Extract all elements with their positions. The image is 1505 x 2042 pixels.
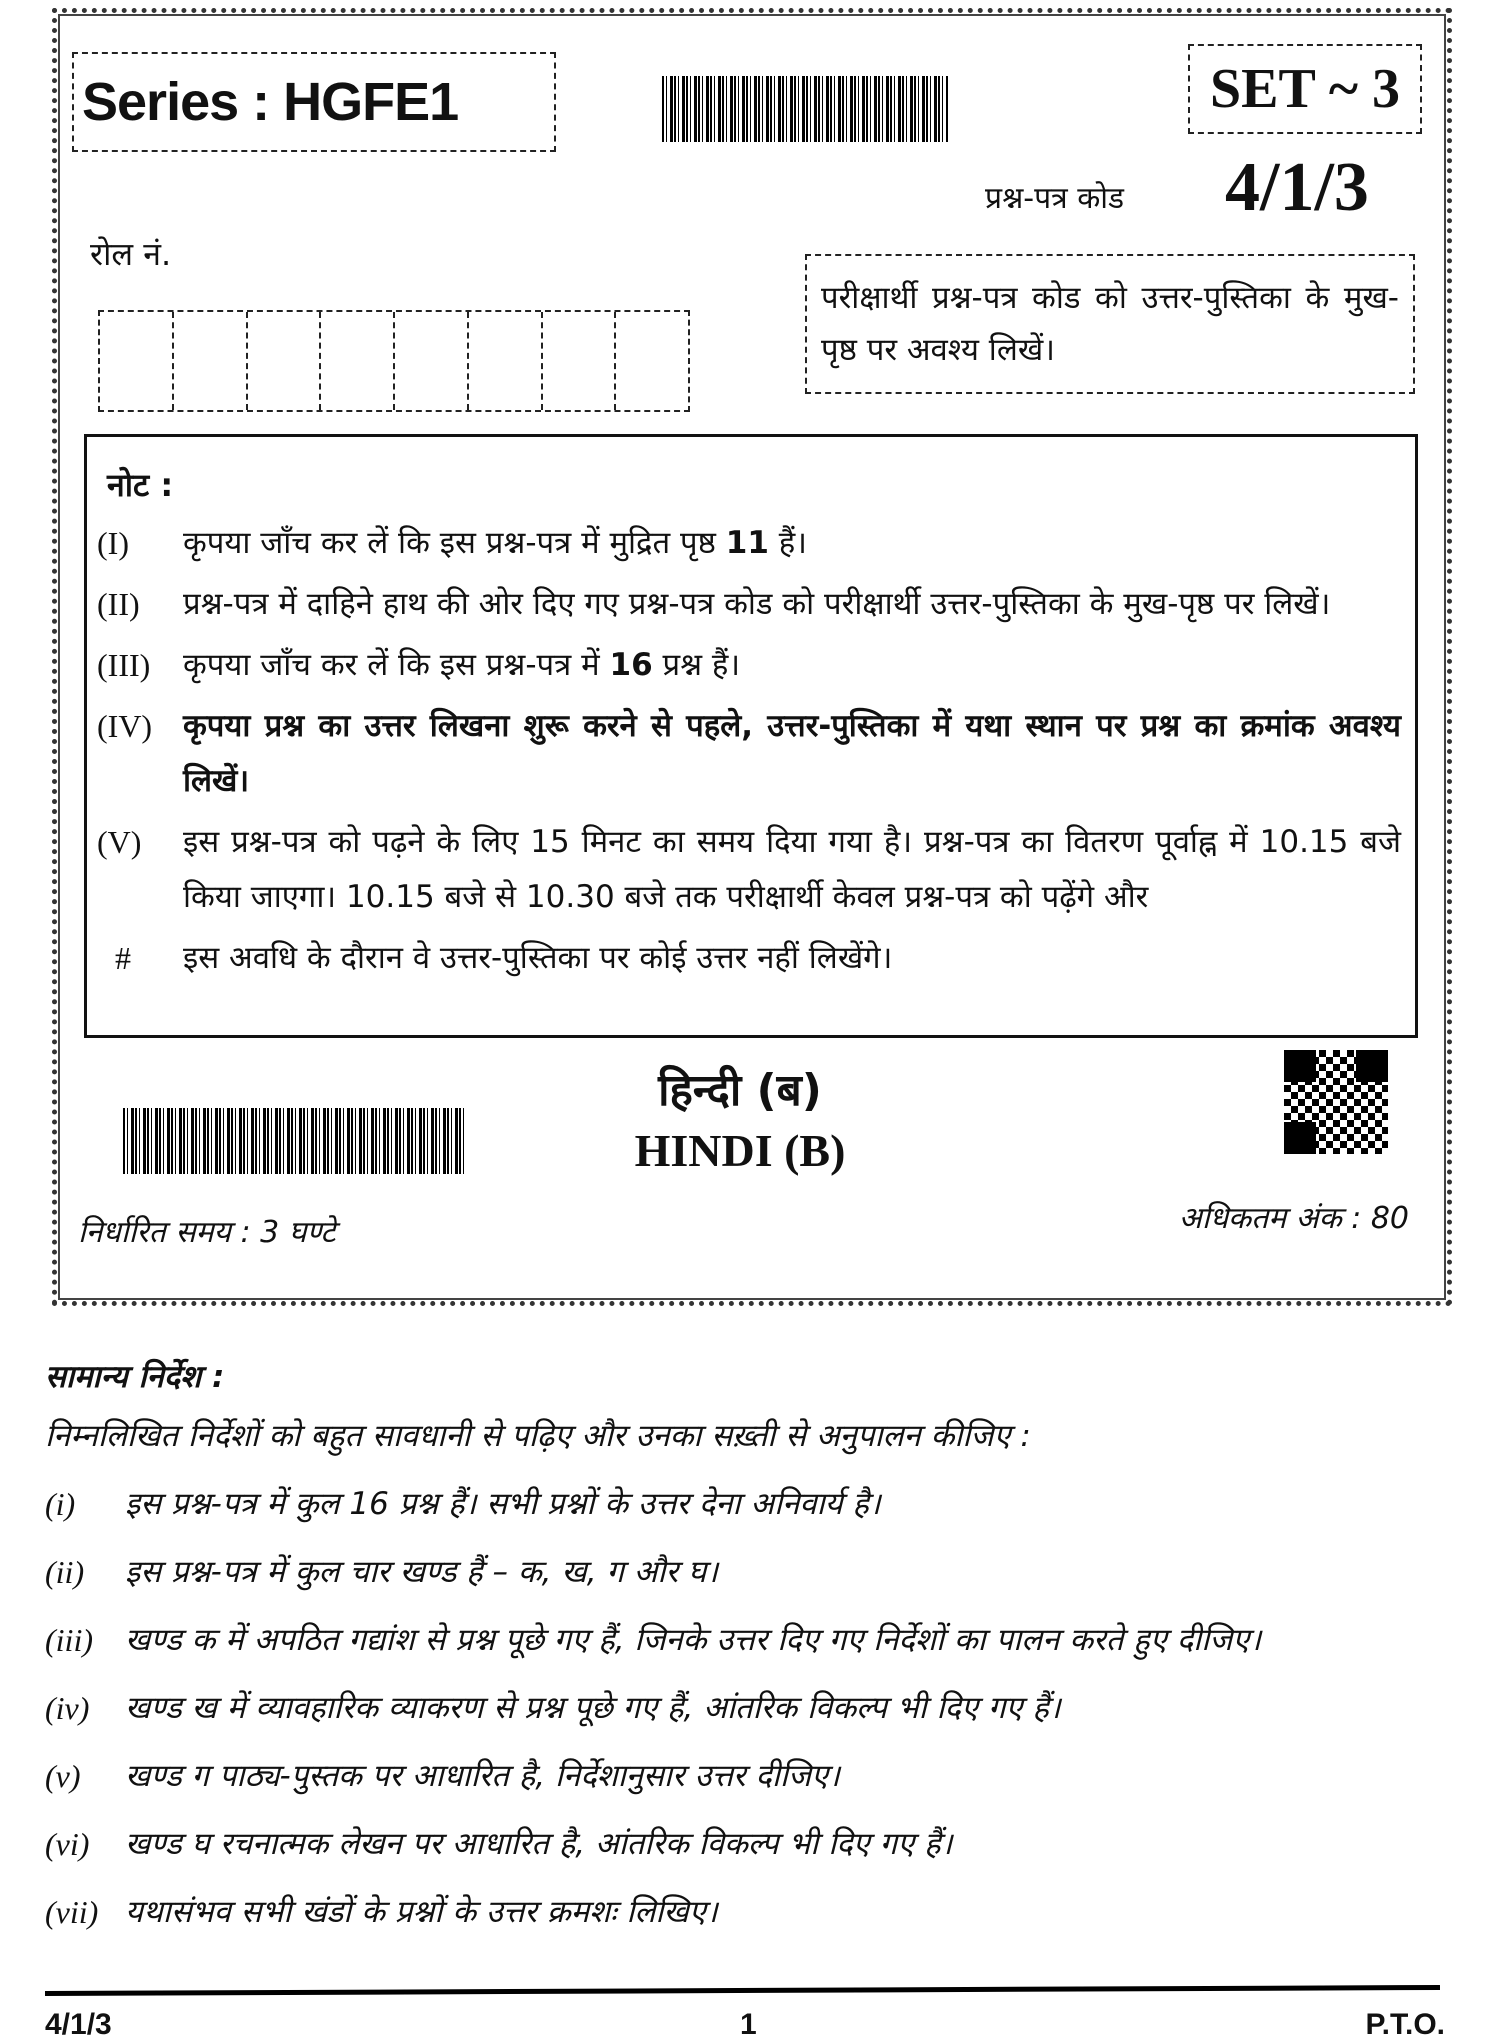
roll-digit-box[interactable] <box>174 312 248 410</box>
roll-number-boxes[interactable] <box>98 310 690 412</box>
instruction-text: खण्ड ख में व्यावहारिक व्याकरण से प्रश्न पूछे गए हैं, आंतरिक विकल्प भी दिए गए हैं। <box>125 1690 1061 1726</box>
qr-code <box>1284 1050 1388 1154</box>
instruction-text: खण्ड घ रचनात्मक लेखन पर आधारित है, आंतरिक विकल्प भी दिए गए हैं। <box>125 1826 953 1862</box>
instruction-item <box>45 1755 1465 1797</box>
series-label: Series : HGFE1 <box>82 72 459 132</box>
note-item <box>97 516 1401 571</box>
note-num: (II) <box>97 586 140 622</box>
instruction-num: (i) <box>45 1486 76 1522</box>
roll-digit-box[interactable] <box>543 312 617 410</box>
roll-digit-box[interactable] <box>395 312 469 410</box>
note-bold-part: 11 <box>725 525 769 561</box>
set-label: SET ~ 3 <box>1210 58 1400 120</box>
roll-digit-box[interactable] <box>616 312 688 410</box>
code-label: प्रश्न-पत्र कोड <box>985 181 1125 216</box>
footer-rule <box>45 1985 1440 1996</box>
maximum-marks: अधिकतम अंक : 80 <box>1178 1201 1409 1236</box>
general-title: सामान्य निर्देश : <box>45 1359 225 1395</box>
instruction-item <box>45 1619 1465 1661</box>
note-bold-part: 16 <box>609 647 653 683</box>
note-text <box>183 638 1401 693</box>
instruction-num: (vii) <box>45 1894 99 1930</box>
note-num: (I) <box>97 525 129 561</box>
instruction-text: खण्ड क में अपठित गद्यांश से प्रश्न पूछे गए हैं, जिनके उत्तर दिए गए निर्देशों का पालन करते हुए दीजिए। <box>125 1622 1262 1658</box>
set-box <box>1188 44 1422 134</box>
subject-hindi: हिन्दी (ब) <box>658 1065 822 1116</box>
roll-digit-box[interactable] <box>469 312 543 410</box>
roll-digit-box[interactable] <box>321 312 395 410</box>
instruction-item <box>45 1551 1465 1593</box>
instruction-num: (iv) <box>45 1690 90 1726</box>
question-paper-code: 4/1/3 <box>1225 149 1369 226</box>
subject-english: HINDI (B) <box>634 1125 846 1176</box>
note-text-part: कृपया जाँच कर लें कि इस प्रश्न-पत्र में मुद्रित पृष्ठ <box>183 525 726 561</box>
note-num: (IV) <box>97 708 153 744</box>
time-allowed: निर्धारित समय : 3 घण्टे <box>78 1215 336 1250</box>
barcode-bottom <box>123 1108 467 1174</box>
code-instruction-box <box>805 254 1415 394</box>
instruction-item <box>45 1483 1465 1525</box>
instruction-text: इस प्रश्न-पत्र में कुल चार खण्ड हैं – क, ख, ग और घ। <box>125 1554 719 1590</box>
footer-code: 4/1/3 <box>45 2008 112 2041</box>
instruction-num: (ii) <box>45 1554 85 1590</box>
instruction-num: (v) <box>45 1758 81 1794</box>
note-item <box>97 699 1401 809</box>
note-item <box>97 815 1401 925</box>
note-text: इस अवधि के दौरान वे उत्तर-पुस्तिका पर कोई उत्तर नहीं लिखेंगे। <box>183 940 893 976</box>
general-intro: निम्नलिखित निर्देशों को बहुत सावधानी से पढ़िए और उनका सख़्ती से अनुपालन कीजिए : <box>45 1418 1031 1454</box>
instruction-text: यथासंभव सभी खंडों के प्रश्नों के उत्तर क्रमशः लिखिए। <box>125 1894 718 1930</box>
note-num: # <box>115 940 131 976</box>
note-text: प्रश्न-पत्र में दाहिने हाथ की ओर दिए गए प्रश्न-पत्र कोड को परीक्षार्थी उत्तर-पुस्तिका के मुख-पृष्ठ पर लिखें। <box>183 586 1331 622</box>
roll-digit-box[interactable] <box>248 312 322 410</box>
note-item <box>97 577 1401 632</box>
instruction-item <box>45 1687 1465 1729</box>
instruction-num: (iii) <box>45 1622 93 1658</box>
note-num: (V) <box>97 824 142 860</box>
note-text-part: कृपया जाँच कर लें कि इस प्रश्न-पत्र में <box>183 647 610 683</box>
page-number: 1 <box>740 2008 757 2041</box>
note-text <box>183 516 1401 571</box>
note-text: कृपया प्रश्न का उत्तर लिखना शुरू करने से पहले, उत्तर-पुस्तिका में यथा स्थान पर प्रश्न का क्रमांक अवश्य लिखें। <box>183 708 1401 799</box>
code-instruction-text: परीक्षार्थी प्रश्न-पत्र कोड को उत्तर-पुस्तिका के मुख-पृष्ठ पर अवश्य लिखें। <box>821 280 1399 368</box>
roll-number-label: रोल नं. <box>90 235 172 273</box>
barcode-top <box>662 76 948 142</box>
note-item <box>97 931 1401 986</box>
note-text-part: हैं। <box>768 525 807 561</box>
instruction-text: इस प्रश्न-पत्र में कुल 16 प्रश्न हैं। सभी प्रश्नों के उत्तर देना अनिवार्य है। <box>125 1486 881 1522</box>
note-title: नोट : <box>107 466 174 504</box>
note-box <box>84 434 1418 1038</box>
note-text: इस प्रश्न-पत्र को पढ़ने के लिए 15 मिनट का समय दिया गया है। प्रश्न-पत्र का वितरण पूर्वाह्न में 10.15 बजे किया जाएगा। 10.15 बजे से 10.30 बजे तक परीक्षार्थी केवल प्रश्न-पत्र को पढ़ेंगे और <box>183 824 1401 915</box>
instruction-item <box>45 1823 1465 1865</box>
general-instructions <box>45 1355 1465 1959</box>
instruction-item <box>45 1891 1465 1933</box>
pto-label: P.T.O. <box>1365 2008 1445 2041</box>
note-item <box>97 638 1401 693</box>
instruction-num: (vi) <box>45 1826 90 1862</box>
series-box <box>72 52 556 152</box>
instruction-text: खण्ड ग पाठ्य-पुस्तक पर आधारित है, निर्देशानुसार उत्तर दीजिए। <box>125 1758 840 1794</box>
roll-digit-box[interactable] <box>100 312 174 410</box>
note-num: (III) <box>97 647 151 683</box>
note-text-part: प्रश्न हैं। <box>652 647 741 683</box>
